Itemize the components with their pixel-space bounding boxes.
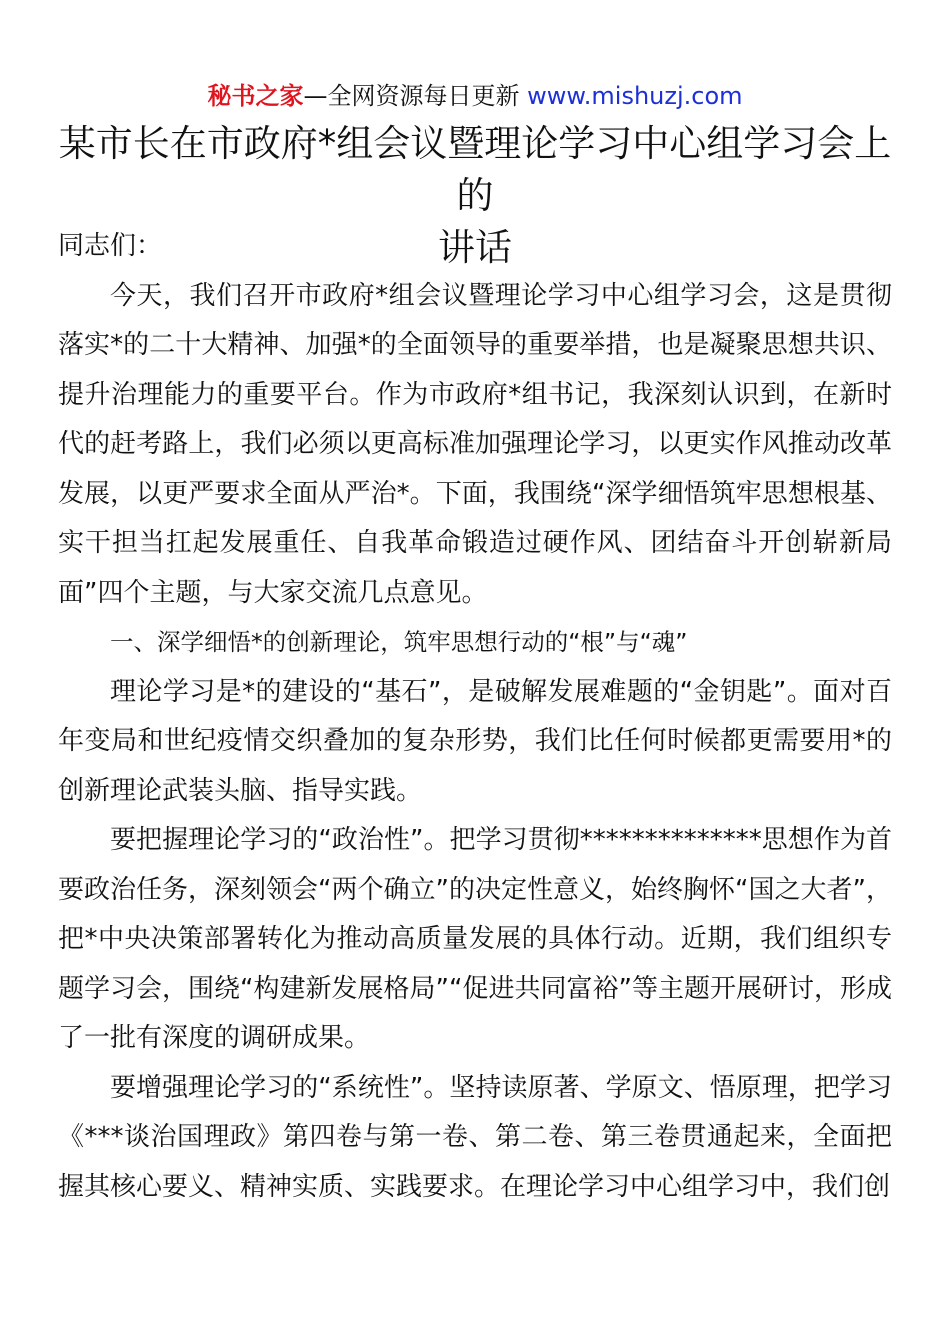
section-heading-1: 一、深学细悟*的创新理论，筑牢思想行动的“根”与“魂” [110,628,688,656]
salutation: 同志们： [58,231,163,261]
title-line-2: 讲话 [438,226,512,269]
title-line-1: 某市长在市政府*组会议暨理论学习中心组学习会上的 [58,122,892,217]
paragraph: 要把握理论学习的“政治性”。把学习贯彻**************思想作为首要政治任务，深刻领会“两个确立”的决定性意义，始终胸怀“国之大者”，把*中央决策部署转化为推动高质量发展的具体行动。近期，我们组织专题学习会，围绕“构建新发展格局”“促进共同富裕”等主题开展研讨，形成了一批有深度的调研成果。 [58,825,892,1053]
paragraph-intro: 今天，我们召开市政府*组会议暨理论学习中心组学习会，这是贯彻落实*的二十大精神、加强*的全面领导的重要举措，也是凝聚思想共识、提升治理能力的重要平台。作为市政府*组书记，我深刻认识到，在新时代的赶考路上，我们必须以更高标准加强理论学习，以更实作风推动改革发展，以更严要求全面从严治*。下面，我围绕“深学细悟筑牢思想根基、实干担当扛起发展重任、自我革命锻造过硬作风、团结奋斗开创崭新局面”四个主题，与大家交流几点意见。 [58,280,892,608]
site-banner [0,80,950,112]
paragraph: 要增强理论学习的“系统性”。坚持读原著、学原文、悟原理，把学习《***谈治国理政》第四卷与第一卷、第二卷、第三卷贯通起来，全面把握其核心要义、精神实质、实践要求。在理论学习中心组学习中，我们创 [58,1072,892,1202]
site-tagline: —全网资源每日更新 [303,82,520,110]
site-url-link[interactable]: www.mishuzj.com [527,82,743,110]
site-name: 秘书之家 [207,82,304,110]
paragraph: 理论学习是*的建设的“基石”，是破解发展难题的“金钥匙”。面对百年变局和世纪疫情交织叠加的复杂形势，我们比任何时候都更需要用*的创新理论武装头脑、指导实践。 [58,676,892,806]
document-body [58,222,892,1212]
